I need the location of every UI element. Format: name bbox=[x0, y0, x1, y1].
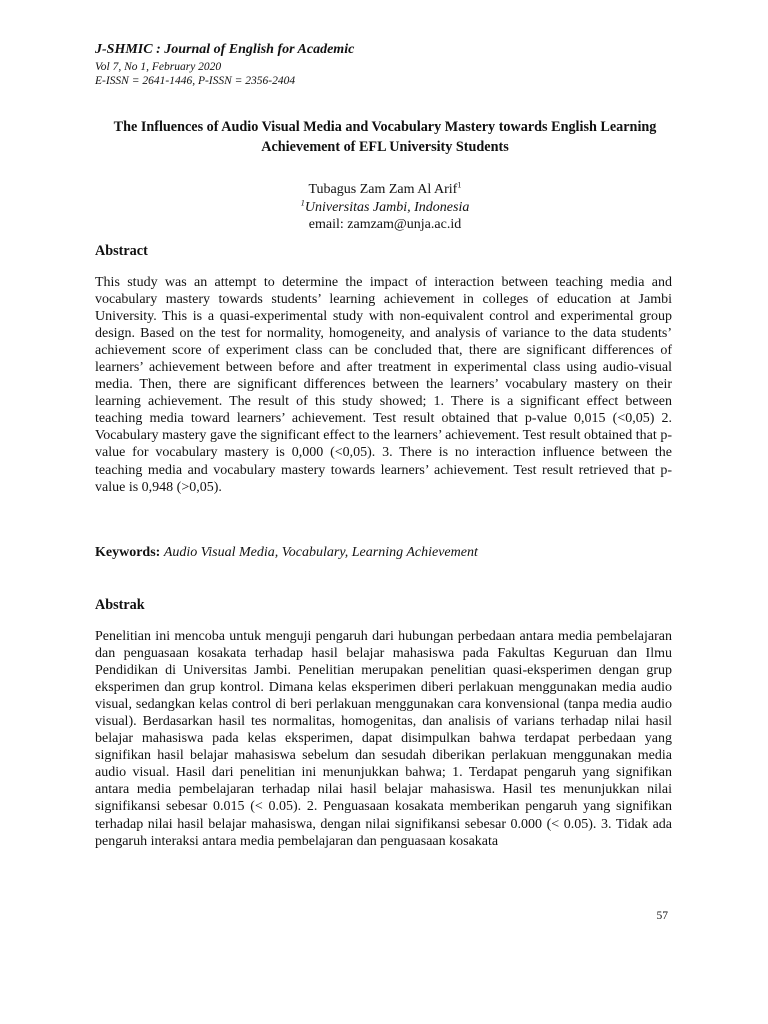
journal-header bbox=[95, 43, 354, 88]
keywords-text: Audio Visual Media, Vocabulary, Learning Achievement bbox=[163, 545, 478, 560]
keywords-line bbox=[95, 545, 478, 561]
abstract-text: This study was an attempt to determine the impact of interaction between teaching media and vocabulary mastery towards students’ learning achievement in colleges of education at Jambi University. This is a quasi-experimental study with non-equivalent control and experimental group design. Based on the test for normality, homogeneity, and analysis of variance to the data students’ achievement score of experiment class can be concluded that, there are significant differences of learners’ achievement between before and after treatment in experimental class using audio-visual media. Then, there are significant differences between the learners’ vocabulary mastery on their learning achievement. The result of this study showed; 1. There is a significant effect between teaching media toward learners’ achievement. Test result obtained that p-value 0,015 (<0,05) 2. Vocabulary mastery gave the significant effect to the learners’ achievement. Test result obtained that p-value for vocabulary mastery is 0,000 (<0,05). 3. There is no interaction influence between the teaching media and vocabulary mastery towards learners’ achievement. Test result retrieved that p-value is 0,948 (>0,05). bbox=[95, 275, 672, 495]
journal-issn: E-ISSN = 2641-1446, P-ISSN = 2356-2404 bbox=[95, 75, 296, 87]
article-title: The Influences of Audio Visual Media and Vocabulary Mastery towards English Learning Achievement of EFL University Students bbox=[113, 119, 657, 155]
affiliation-line bbox=[95, 196, 675, 217]
author-line bbox=[95, 181, 675, 199]
keywords-label: Keywords: bbox=[95, 545, 161, 560]
affiliation-superscript: 1 bbox=[300, 196, 305, 207]
abstrak-heading: Abstrak bbox=[95, 597, 145, 613]
author-superscript: 1 bbox=[457, 179, 462, 190]
journal-name: J-SHMIC : Journal of English for Academic bbox=[95, 42, 355, 57]
author-block bbox=[95, 181, 675, 234]
abstract-heading: Abstract bbox=[95, 243, 148, 259]
author-name: Tubagus Zam Zam Al Arif bbox=[308, 182, 458, 197]
author-email: email: zamzam@unja.ac.id bbox=[308, 217, 462, 232]
affiliation: Universitas Jambi, Indonesia bbox=[304, 199, 470, 215]
journal-volume: Vol 7, No 1, February 2020 bbox=[95, 61, 222, 73]
page-number: 57 bbox=[656, 910, 668, 922]
abstrak-text: Penelitian ini mencoba untuk menguji pengaruh dari hubungan perbedaan antara media pembelajaran dan penguasaan kosakata terhadap hasil belajar mahasiswa pada Fakultas Keguruan dan Ilmu Pendidikan di Universitas Jambi. Penelitian merupakan penelitian quasi-eksperimen dengan grup eksperimen dan grup kontrol. Dimana kelas eksperimen diberi perlakuan menggunakan media audio visual, sedangkan kelas control di beri perlakuan menggunakan cara konvensional (tanpa media audio visual). Berdasarkan hasil tes normalitas, homogenitas, dan analisis of varians terhadap nilai hasil belajar mahasiswa pada kelas eksperimen, dapat disimpulkan bahwa terdapat perbedaan yang signifikan hasil belajar mahasiswa sebelum dan sesudah diberikan perlakuan menggunakan media audio visual. Hasil dari penelitian ini menunjukkan bahwa; 1. Terdapat pengaruh yang signifikan antara media pembelajaran terhadap nilai hasil belajar mahasiswa. Hasil tes menunjukkan nilai signifikansi sebesar 0.015 (< 0.05). 2. Penguasaan kosakata memberikan pengaruh yang signifikan terhadap nilai hasil belajar mahasiswa, dengan nilai signifikansi sebesar 0.000 (< 0.05). 3. Tidak ada pengaruh interaksi antara media pembelajaran dan penguasaan kosakata bbox=[95, 629, 672, 849]
